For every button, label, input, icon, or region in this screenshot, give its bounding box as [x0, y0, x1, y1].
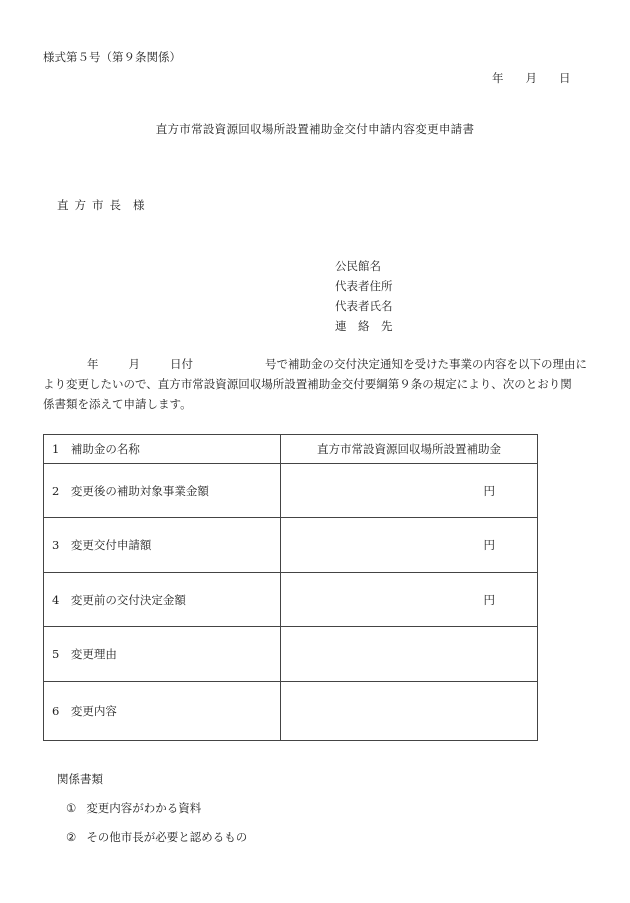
table-row	[44, 435, 538, 464]
doc-text: その他市長が必要と認めるもの	[86, 830, 248, 844]
body-line-3: 係書類を添えて申請します。	[43, 397, 192, 411]
date-month: 月	[525, 71, 537, 85]
body-year: 年	[87, 357, 99, 371]
row-label: 5 変更理由	[44, 627, 281, 682]
related-doc-item	[66, 800, 201, 816]
row-value: 円	[281, 464, 538, 518]
application-body	[43, 354, 588, 414]
rep-address-label: 代表者住所	[335, 279, 393, 293]
doc-mark: ①	[66, 801, 77, 815]
related-doc-item	[66, 829, 247, 845]
doc-mark: ②	[66, 830, 77, 844]
row-label: 1 補助金の名称	[44, 435, 281, 464]
row-value: 直方市常設資源回収場所設置補助金	[281, 435, 538, 464]
table-row	[44, 573, 538, 627]
table-row	[44, 627, 538, 682]
body-line-1	[43, 354, 588, 374]
row-value	[281, 682, 538, 741]
body-line-2: より変更したいので、直方市常設資源回収場所設置補助金交付要綱第９条の規定により、次のとおり関	[43, 377, 572, 391]
row-value: 円	[281, 518, 538, 573]
row-label: 4 変更前の交付決定金額	[44, 573, 281, 627]
form-number: 様式第５号（第９条関係）	[43, 50, 181, 64]
row-label: 2 変更後の補助対象事業金額	[44, 464, 281, 518]
row-value: 円	[281, 573, 538, 627]
addressee-name: 直方市長	[57, 198, 127, 212]
related-docs-title: 関係書類	[57, 772, 103, 786]
application-table	[43, 434, 538, 741]
addressee	[57, 197, 145, 213]
row-label: 6 変更内容	[44, 682, 281, 741]
body-day: 日付	[170, 357, 193, 371]
row-label: 3 変更交付申請額	[44, 518, 281, 573]
table-row	[44, 518, 538, 573]
date-line	[492, 70, 571, 86]
contact-label: 連 絡 先	[335, 319, 393, 333]
body-month: 月	[128, 357, 140, 371]
table-row	[44, 682, 538, 741]
date-year: 年	[492, 71, 504, 85]
addressee-honorific: 様	[133, 198, 145, 212]
body-line1-rest: 号で補助金の交付決定通知を受けた事業の内容を以下の理由に	[265, 357, 587, 371]
row-value	[281, 627, 538, 682]
hall-name-label: 公民館名	[335, 259, 381, 273]
rep-name-label: 代表者氏名	[335, 299, 393, 313]
doc-text: 変更内容がわかる資料	[86, 801, 202, 815]
table-row	[44, 464, 538, 518]
date-day: 日	[559, 71, 571, 85]
applicant-block	[335, 256, 393, 336]
document-title: 直方市常設資源回収場所設置補助金交付申請内容変更申請書	[155, 122, 475, 136]
